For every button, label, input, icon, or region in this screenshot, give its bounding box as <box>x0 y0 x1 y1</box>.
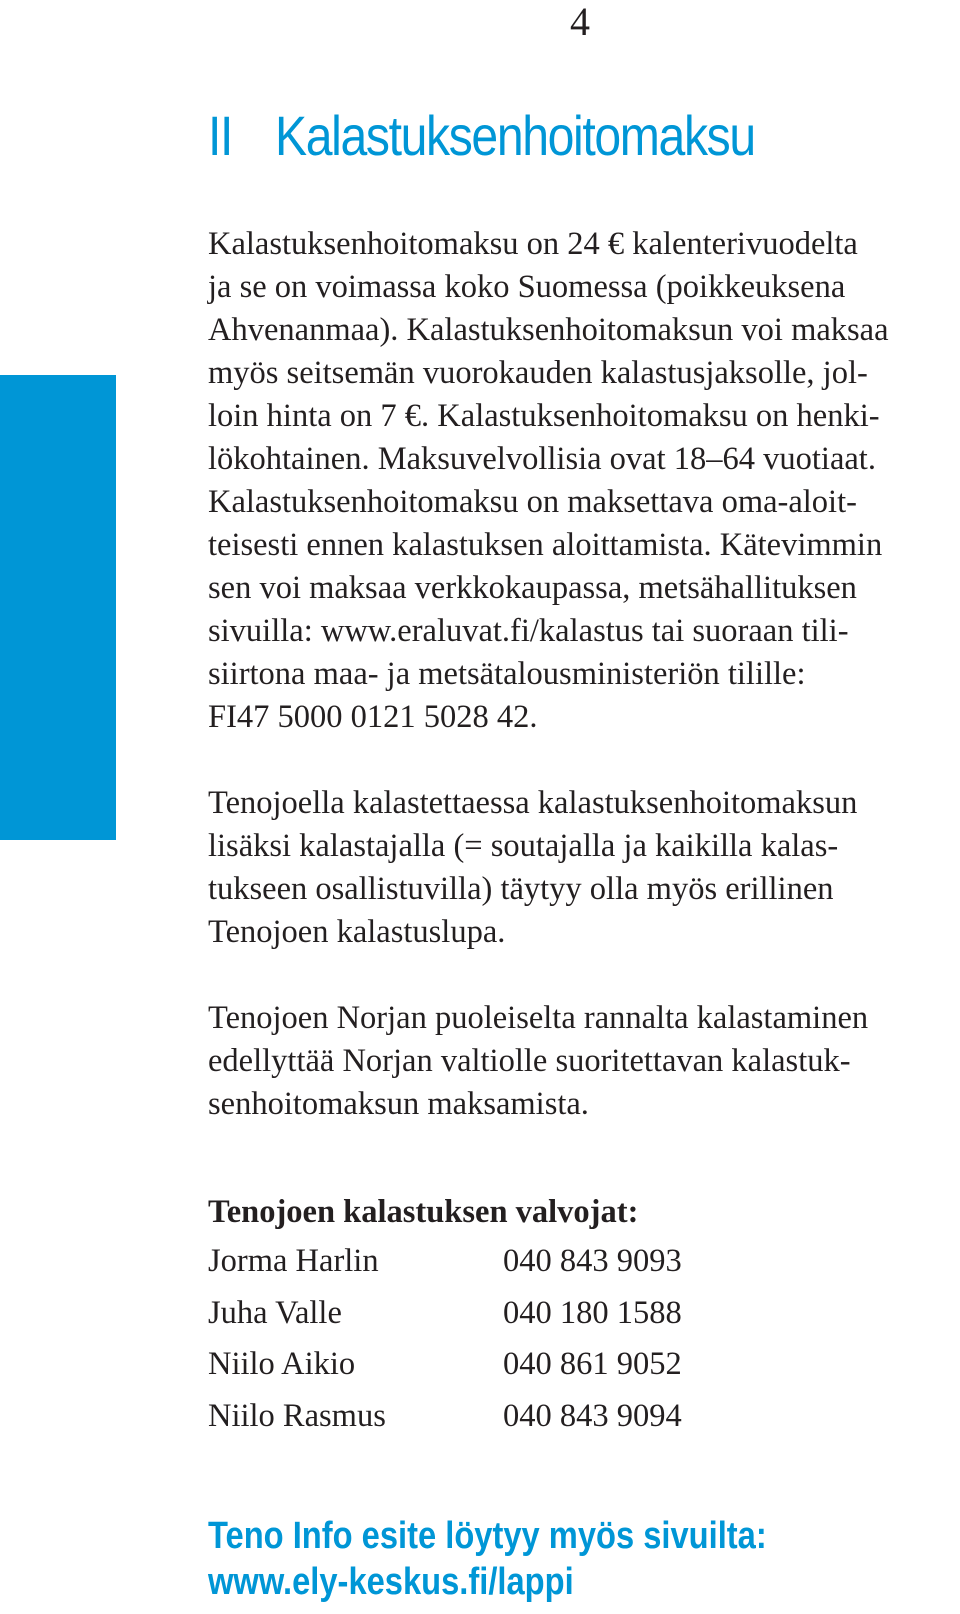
footer-text: Teno Info esite löytyy myös sivuilta: <box>208 1515 767 1557</box>
contact-phone: 040 843 9093 <box>503 1243 682 1279</box>
text-line: Kalastuksenhoitomaksu on 24 € kalenterivuodelta <box>208 226 858 262</box>
text-line: edellyttää Norjan valtiolle suoritettavan kalastuk- <box>208 1043 851 1079</box>
paragraph-norway-side <box>208 997 953 1126</box>
contact-row <box>208 1346 763 1398</box>
text-line: Kalastuksenhoitomaksu on maksettava oma-aloit- <box>208 484 857 520</box>
supervisors-title: Tenojoen kalastuksen valvojat: <box>208 1194 639 1230</box>
contact-name: Juha Valle <box>208 1294 342 1331</box>
text-line: siirtona maa- ja metsätalousministeriön tilille: <box>208 656 806 692</box>
page-number: 4 <box>570 0 590 44</box>
text-line: Tenojoella kalastettaessa kalastuksenhoitomaksun <box>208 785 858 821</box>
contact-name: Niilo Aikio <box>208 1346 356 1382</box>
page-title <box>208 98 755 174</box>
text-line: lisäksi kalastajalla (= soutajalla ja kaikilla kalas- <box>208 828 839 864</box>
body-text <box>208 223 953 1169</box>
footer-info <box>208 1513 767 1605</box>
text-line: myös seitsemän vuorokauden kalastusjaksolle, jol- <box>208 355 868 391</box>
text-line: ja se on voimassa koko Suomessa (poikkeuksena <box>208 269 846 305</box>
text-line: teisesti ennen kalastuksen aloittamista. Kätevimmin <box>208 527 883 563</box>
text-line: Ahvenanmaa). Kalastuksenhoitomaksun voi maksaa <box>208 312 889 348</box>
text-line: FI47 5000 0121 5028 42. <box>208 699 538 735</box>
supervisors-list <box>208 1243 763 1449</box>
chapter-title: Kalastuksenhoitomaksu <box>275 104 755 167</box>
contact-row <box>208 1243 763 1295</box>
contact-name: Jorma Harlin <box>208 1243 379 1279</box>
text-line: loin hinta on 7 €. Kalastuksenhoitomaksu on henki- <box>208 398 880 434</box>
text-line: senhoitomaksun maksamista. <box>208 1086 589 1122</box>
text-line: Tenojoen Norjan puoleiselta rannalta kalastaminen <box>208 1000 869 1036</box>
chapter-number: II <box>208 104 233 167</box>
contact-phone: 040 180 1588 <box>503 1294 682 1331</box>
text-line: Tenojoen kalastuslupa. <box>208 914 506 950</box>
contact-row <box>208 1398 763 1450</box>
paragraph-teno-permit <box>208 782 953 954</box>
text-line: sen voi maksaa verkkokaupassa, metsähallituksen <box>208 570 857 606</box>
contact-row <box>208 1295 763 1347</box>
text-line: sivuilla: www.eraluvat.fi/kalastus tai suoraan tili- <box>208 613 849 649</box>
contact-phone: 040 843 9094 <box>503 1397 682 1434</box>
contact-phone: 040 861 9052 <box>503 1346 682 1382</box>
text-line: tukseen osallistuvilla) täytyy olla myös erillinen <box>208 871 834 907</box>
side-accent-bar <box>0 375 116 840</box>
paragraph-fee-info <box>208 223 953 739</box>
text-line: lökohtainen. Maksuvelvollisia ovat 18–64 vuotiaat. <box>208 441 876 477</box>
contact-name: Niilo Rasmus <box>208 1397 386 1434</box>
footer-url: www.ely-keskus.fi/lappi <box>208 1561 574 1603</box>
